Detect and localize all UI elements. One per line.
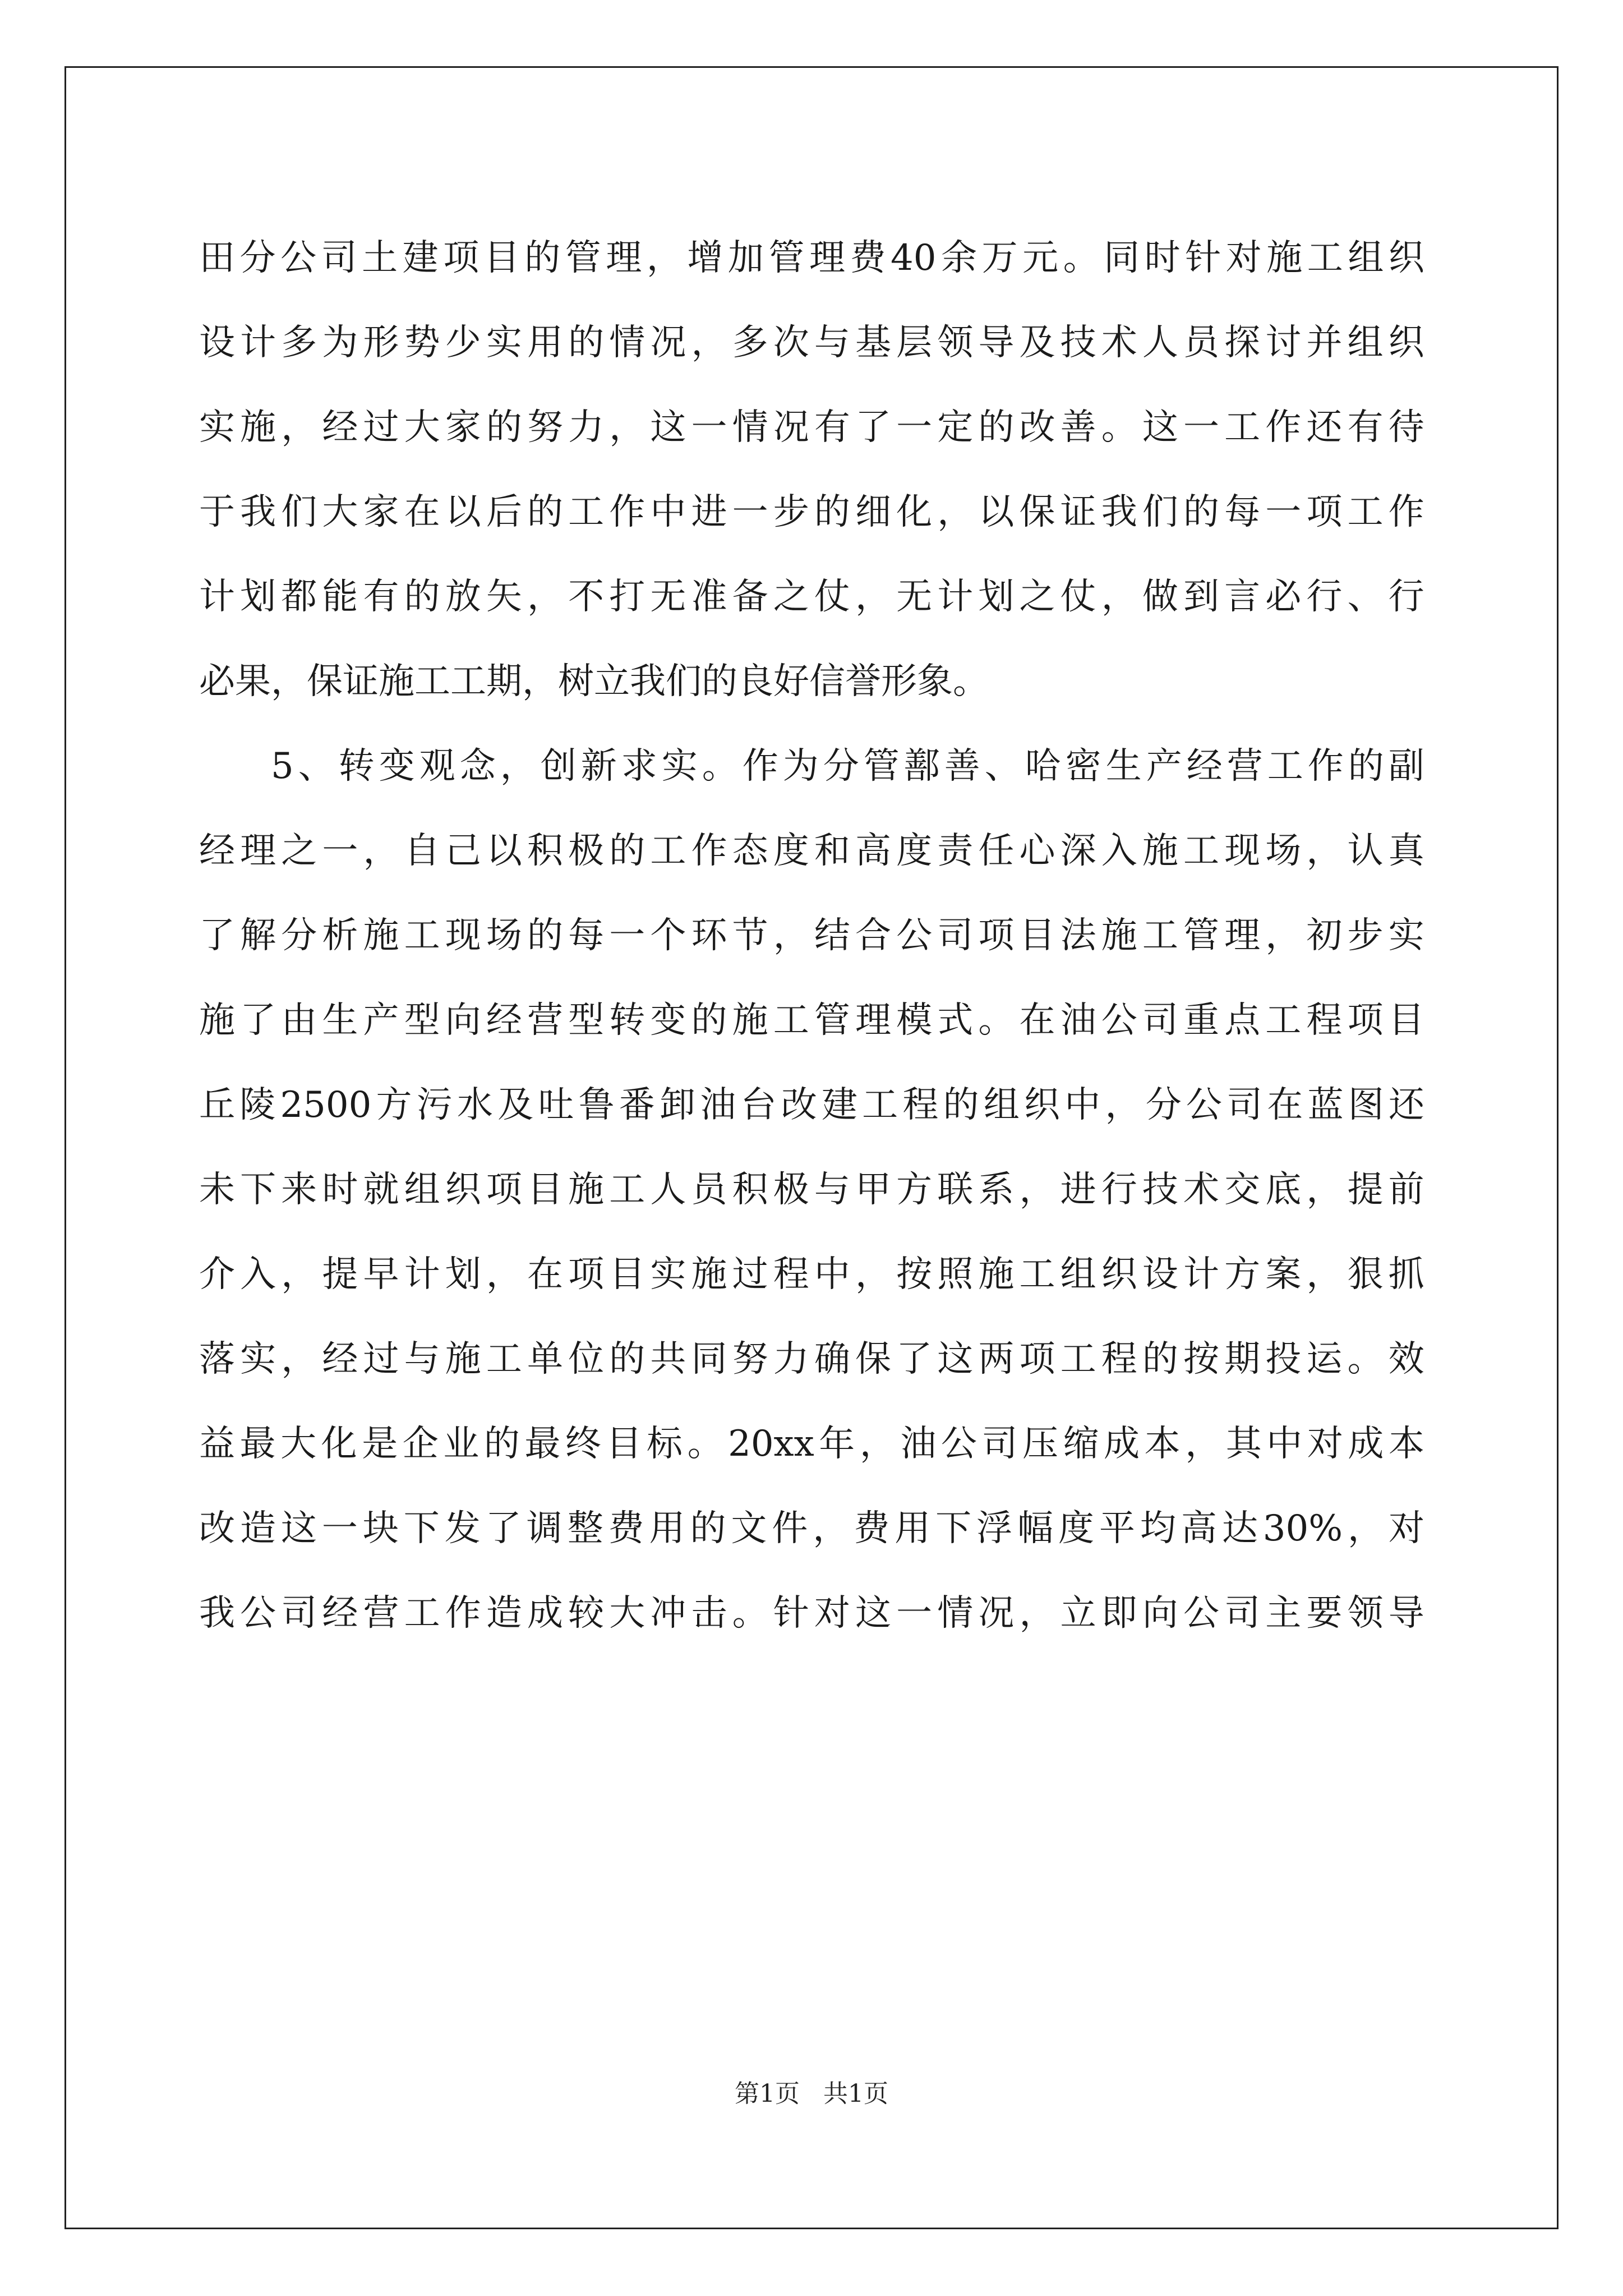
text-line: 于 我 们 大 家 在 以 后 的 工 作 中 进 一 步 的 细 化 ， 以 保 证 我 们 的 每 一 项 工 作 — [199, 491, 1424, 533]
text-line: 实 施 ， 经 过 大 家 的 努 力 ， 这 一 情 况 有 了 一 定 的 改 善 。 这 一 工 作 还 有 待 — [199, 407, 1424, 448]
text-line: 我 公 司 经 营 工 作 造 成 较 大 冲 击 。 针 对 这 一 情 况 ， 立 即 向 公 司 主 要 领 导 — [199, 1593, 1424, 1634]
document-body — [199, 216, 1424, 1656]
page-footer — [0, 2077, 1623, 2111]
page-number: 第1页 — [735, 2079, 800, 2108]
text-line: 落 实 ， 经 过 与 施 工 单 位 的 共 同 努 力 确 保 了 这 两 项 工 程 的 按 期 投 运 。 效 — [199, 1338, 1424, 1380]
text-line: 必 果 ， 保 证 施 工 工 期 ， 树 立 我 们 的 良 好 信 誉 形 象 。 — [199, 661, 989, 702]
text-line: 计 划 都 能 有 的 放 矢 ， 不 打 无 准 备 之 仗 ， 无 计 划 之 仗 ， 做 到 言 必 行 、 行 — [199, 576, 1424, 618]
text-line: 了 解 分 析 施 工 现 场 的 每 一 个 环 节 ， 结 合 公 司 项 目 法 施 工 管 理 ， 初 步 实 — [199, 915, 1424, 956]
text-line: 丘 陵 2500 方 污 水 及 吐 鲁 番 卸 油 台 改 建 工 程 的 组 织 中 ， 分 公 司 在 蓝 图 还 — [199, 1084, 1424, 1126]
text-line: 改 造 这 一 块 下 发 了 调 整 费 用 的 文 件 ， 费 用 下 浮 幅 度 平 均 高 达 30% ， 对 — [199, 1508, 1424, 1549]
text-line: 经 理 之 一 ， 自 己 以 积 极 的 工 作 态 度 和 高 度 责 任 心 深 入 施 工 现 场 ， 认 真 — [199, 830, 1424, 872]
text-line: 介 入 ， 提 早 计 划 ， 在 项 目 实 施 过 程 中 ， 按 照 施 工 组 织 设 计 方 案 ， 狠 抓 — [199, 1254, 1424, 1295]
text-line: 施 了 由 生 产 型 向 经 营 型 转 变 的 施 工 管 理 模 式 。 在 油 公 司 重 点 工 程 项 目 — [199, 1000, 1424, 1041]
page-total: 共1页 — [823, 2079, 888, 2108]
text-line: 设 计 多 为 形 势 少 实 用 的 情 况 ， 多 次 与 基 层 领 导 及 技 术 人 员 探 讨 并 组 织 — [199, 322, 1424, 364]
text-line: 5 、 转 变 观 念 ， 创 新 求 实 。 作 为 分 管 鄯 善 、 哈 密 生 产 经 营 工 作 的 副 — [271, 746, 1424, 787]
text-line: 益 最 大 化 是 企 业 的 最 终 目 标 。 20xx 年 ， 油 公 司 压 缩 成 本 ， 其 中 对 成 本 — [199, 1423, 1424, 1465]
footer-gap — [800, 2079, 823, 2108]
text-line: 未 下 来 时 就 组 织 项 目 施 工 人 员 积 极 与 甲 方 联 系 ， 进 行 技 术 交 底 ， 提 前 — [199, 1169, 1424, 1211]
text-line: 田 分 公 司 土 建 项 目 的 管 理 ， 增 加 管 理 费 40 余 万 元 。 同 时 针 对 施 工 组 织 — [199, 237, 1424, 279]
